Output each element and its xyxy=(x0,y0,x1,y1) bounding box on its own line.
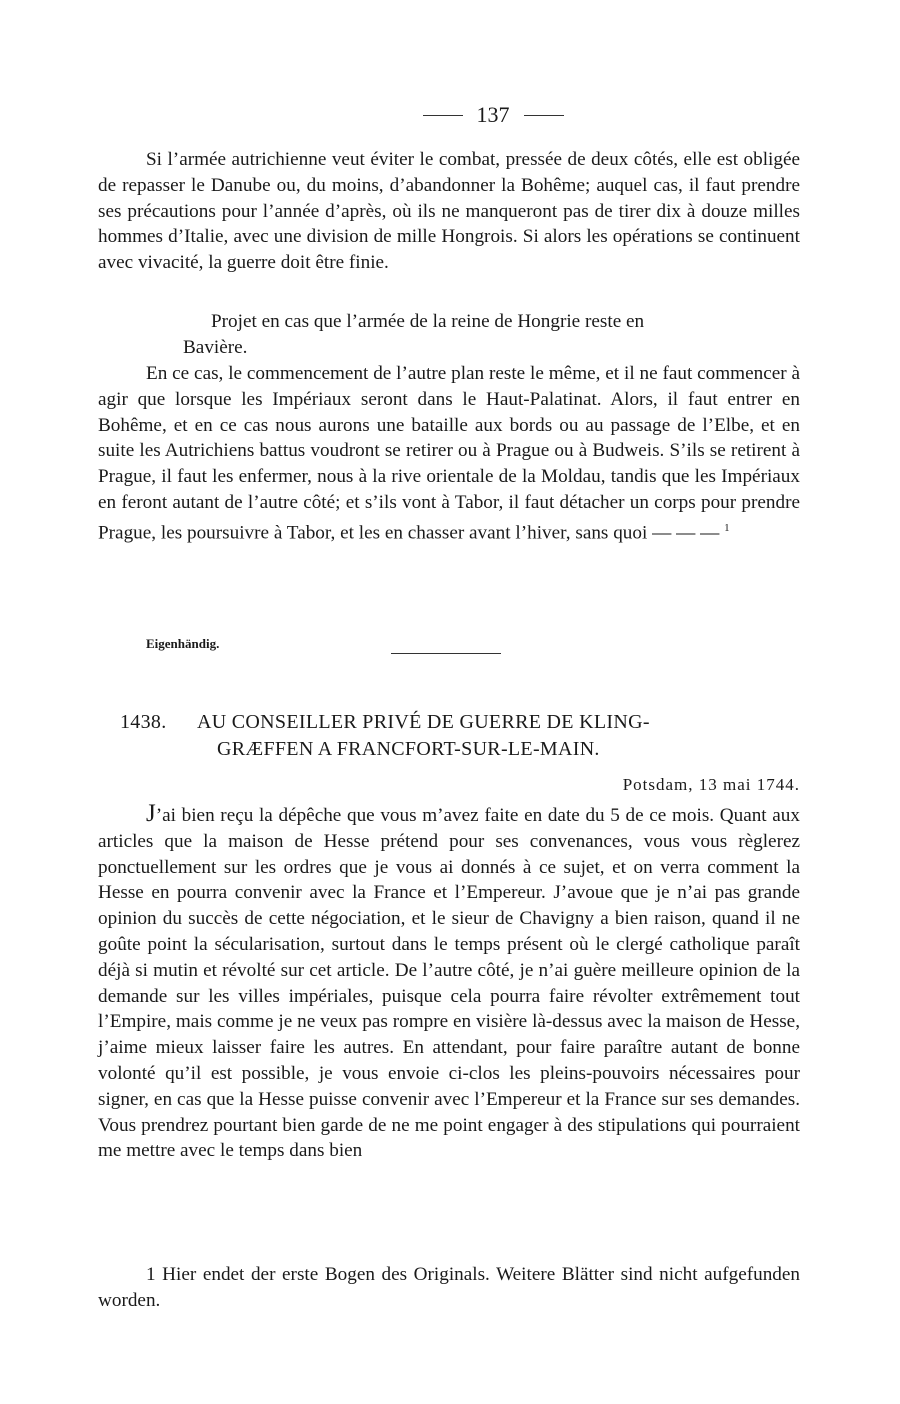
letter-body xyxy=(98,801,800,1164)
paragraph-2-wrap xyxy=(98,361,800,546)
page-header xyxy=(368,102,618,132)
section-divider xyxy=(391,653,501,654)
paragraph-1-text: Si l’armée autrichienne veut éviter le combat, pressée de deux côtés, elle est obligée de repasser le Danube ou, du moins, d’abandonner la Bohême; auquel cas, il faut prendre ses précautions pour l’année d’après, où ils ne manqueront pas de tirer dix à douze milles hommes d’Italie, avec une division de mille Hongrois. Si alors les opérations se continuent avec vivacité, la guerre doit être finie. xyxy=(98,149,800,274)
projet-heading-line2: Bavière. xyxy=(183,337,248,358)
footnote xyxy=(98,1262,800,1314)
paragraph-2-text: En ce cas, le commencement de l’autre plan reste le même, et il ne faut commencer à agir que lorsque les Impériaux seront dans le Haut-Palatinat. Alors, il faut entrer en Bohême, et en ce cas nous aurons une bataille aux bords ou au passage de l’Elbe, et en suite les Autrichiens battus voudront se retirer ou à Prague ou à Budweis. S’ils se retirent à Prague, il faut les enfermer, nous à la rive orientale de la Moldau, tandis que les Impériaux en feront autant de l’autre côté; et s’ils vont à Tabor, il faut détacher un corps pour prendre Prague, les poursuivre à Tabor, et les en chasser avant l’hiver, sans quoi — — — xyxy=(98,363,800,544)
letter-dateline: Potsdam, 13 mai 1744. xyxy=(622,775,800,794)
footnote-paragraph xyxy=(98,1262,800,1314)
letter-number: 1438. xyxy=(120,711,167,733)
letter-title-line2: GRÆFFEN A FRANCFORT-SUR-LE-MAIN. xyxy=(217,738,600,760)
letter-initial: J xyxy=(146,800,156,827)
footnote-text: Hier endet der erste Bogen des Originals. Weitere Blätter sind nicht aufgefunden worden. xyxy=(98,1264,800,1311)
paragraph-first xyxy=(98,147,800,276)
footnote-reference: 1 xyxy=(724,521,730,534)
letter-title-line1: AU CONSEILLER PRIVÉ DE GUERRE DE KLING- xyxy=(197,711,650,733)
projet-heading xyxy=(183,309,800,361)
footnote-marker: 1 xyxy=(146,1264,156,1285)
letter-body-text: ’ai bien reçu la dépêche que vous m’avez faite en date du 5 de ce mois. Quant aux articles que la maison de Hesse prétend pour ses convenances, vous vous règlerez ponctuellement sur les ordres que je vous ai donnés à ce sujet, et on verra comment la Hesse en pourra convenir avec la France et l’Empereur. J’avoue que je n’ai pas grande opinion du succès de cette négociation, et le sieur de Chavigny a bien raison, quand il ne goûte point la sécularisation, surtout dans le temps présent où le clergé catholique paraît déjà si mutin et révolté sur cet article. De l’autre côté, je n’ai guère meilleure opinion de la demande sur les villes impériales, puisque cela pourra faire révolter extrêmement tout l’Empire, mais comme je ne veux pas rompre en visière là-dessus avec la maison de Hesse, j’aime mieux laisser faire les autres. En attendant, pour faire paraître autant de bonne volonté qu’il est possible, je vous envoie ci-clos les pleins-pouvoirs nécessaires pour signer, en cas que la Hesse puisse convenir avec l’Empereur et la France sur ses demandes. Vous prendrez pourtant bien garde de ne me point engager à des stipulations qui pourraient me mettre avec le temps dans bien xyxy=(98,805,800,1162)
letter-body-paragraph xyxy=(98,801,800,1164)
header-dash-left xyxy=(423,115,463,116)
signature-note: Eigenhändig. xyxy=(146,636,220,651)
projet-heading-line1: Projet en cas que l’armée de la reine de Hongrie reste en xyxy=(211,311,645,332)
page-number: 137 xyxy=(476,102,510,127)
paragraph-second xyxy=(98,361,800,546)
header-dash-right xyxy=(524,115,564,116)
